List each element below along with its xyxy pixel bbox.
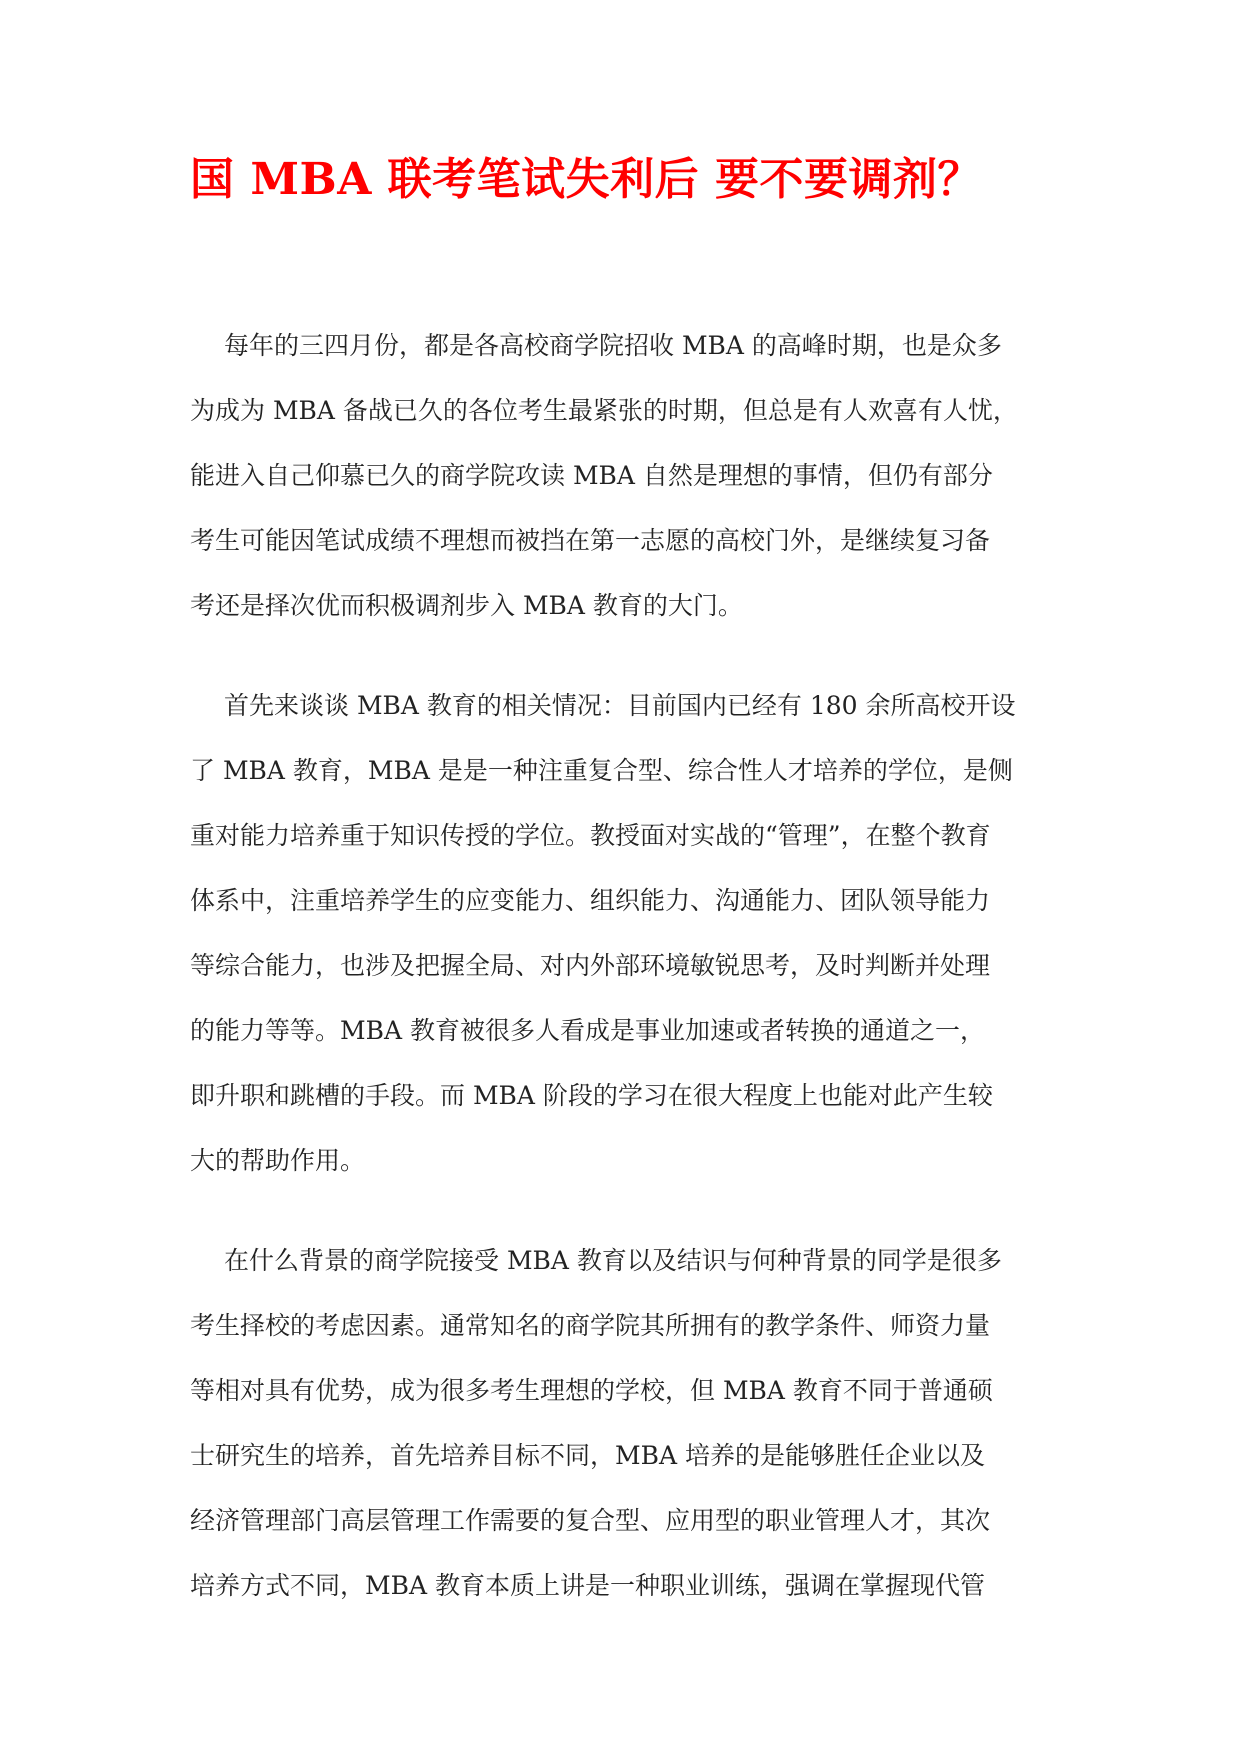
paragraph-line: 等相对具有优势，成为很多考生理想的学校，但 MBA 教育不同于普通硕 bbox=[190, 1376, 993, 1405]
paragraph-line: 了 MBA 教育，MBA 是是一种注重复合型、综合性人才培养的学位，是侧 bbox=[190, 756, 1013, 785]
paragraph-line: 即升职和跳槽的手段。而 MBA 阶段的学习在很大程度上也能对此产生较 bbox=[190, 1081, 993, 1110]
paragraph-line: 在什么背景的商学院接受 MBA 教育以及结识与何种背景的同学是很多 bbox=[224, 1246, 1002, 1275]
paragraph-line: 考生可能因笔试成绩不理想而被挡在第一志愿的高校门外，是继续复习备 bbox=[190, 526, 991, 555]
document-title: 国 MBA 联考笔试失利后 要不要调剂？ bbox=[190, 154, 982, 205]
paragraph-line: 能进入自己仰慕已久的商学院攻读 MBA 自然是理想的事情，但仍有部分 bbox=[190, 461, 993, 490]
paragraph-line: 培养方式不同，MBA 教育本质上讲是一种职业训练，强调在掌握现代管 bbox=[190, 1571, 985, 1600]
paragraph-line: 经济管理部门高层管理工作需要的复合型、应用型的职业管理人才，其次 bbox=[190, 1506, 991, 1535]
paragraph-line: 大的帮助作用。 bbox=[190, 1146, 366, 1175]
paragraph bbox=[190, 321, 1070, 646]
paragraph-line: 士研究生的培养，首先培养目标不同，MBA 培养的是能够胜任企业以及 bbox=[190, 1441, 985, 1470]
paragraph-line: 等综合能力，也涉及把握全局、对内外部环境敏锐思考，及时判断并处理 bbox=[190, 951, 991, 980]
document-body bbox=[190, 321, 1070, 1626]
paragraph-line: 每年的三四月份，都是各高校商学院招收 MBA 的高峰时期，也是众多 bbox=[224, 331, 1002, 360]
paragraph-line: 为成为 MBA 备战已久的各位考生最紧张的时期，但总是有人欢喜有人忧， bbox=[190, 396, 1018, 425]
paragraph-line: 重对能力培养重于知识传授的学位。教授面对实战的“管理”，在整个教育 bbox=[190, 821, 991, 850]
paragraph-line: 考生择校的考虑因素。通常知名的商学院其所拥有的教学条件、师资力量 bbox=[190, 1311, 991, 1340]
paragraph-line: 的能力等等。MBA 教育被很多人看成是事业加速或者转换的通道之一， bbox=[190, 1016, 985, 1045]
paragraph-line: 考还是择次优而积极调剂步入 MBA 教育的大门。 bbox=[190, 591, 743, 620]
paragraph bbox=[190, 681, 1070, 1201]
paragraph bbox=[190, 1236, 1070, 1626]
paragraph-spacer bbox=[190, 1201, 1070, 1236]
paragraph-line: 首先来谈谈 MBA 教育的相关情况：目前国内已经有 180 余所高校开设 bbox=[224, 691, 1016, 720]
paragraph-spacer bbox=[190, 646, 1070, 681]
paragraph-line: 体系中，注重培养学生的应变能力、组织能力、沟通能力、团队领导能力 bbox=[190, 886, 991, 915]
